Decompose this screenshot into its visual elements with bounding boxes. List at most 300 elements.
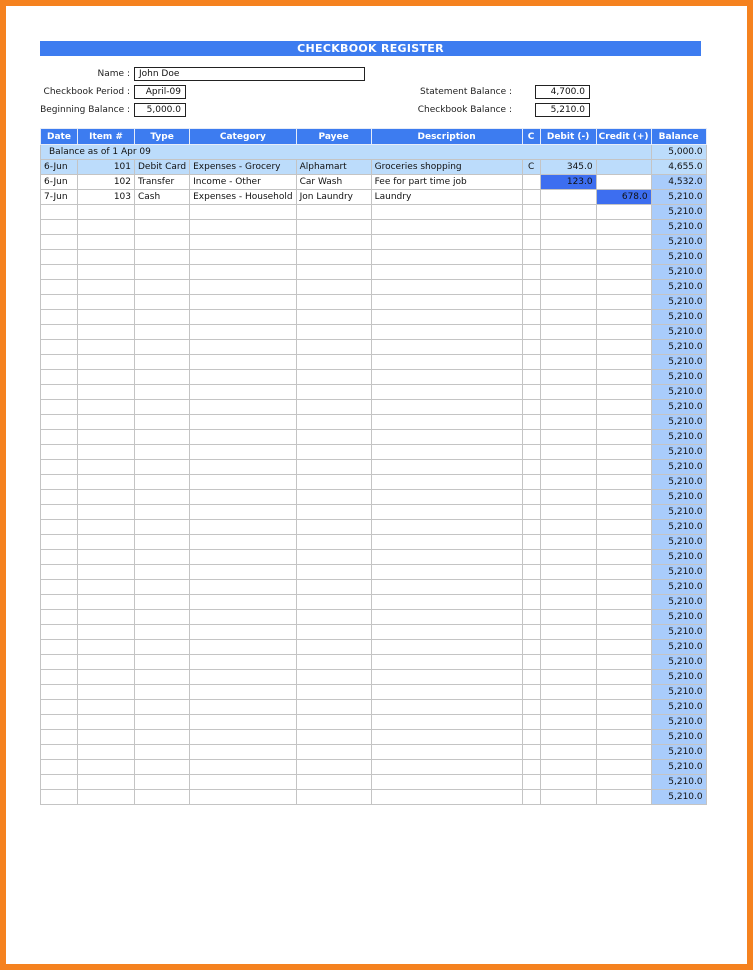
description-cell[interactable] — [371, 385, 522, 400]
credit-cell[interactable] — [596, 385, 651, 400]
category-cell[interactable] — [190, 445, 296, 460]
category-cell[interactable] — [190, 625, 296, 640]
credit-cell[interactable] — [596, 520, 651, 535]
credit-cell[interactable] — [596, 535, 651, 550]
cleared-cell[interactable] — [522, 475, 540, 490]
debit-cell[interactable] — [540, 475, 596, 490]
table-row[interactable] — [41, 190, 707, 205]
type-cell[interactable] — [135, 340, 190, 355]
credit-cell[interactable] — [596, 370, 651, 385]
payee-cell[interactable]: Alphamart — [296, 160, 371, 175]
category-cell[interactable] — [190, 280, 296, 295]
payee-cell[interactable] — [296, 400, 371, 415]
payee-cell[interactable] — [296, 415, 371, 430]
credit-cell[interactable] — [596, 235, 651, 250]
table-row[interactable] — [41, 670, 707, 685]
item-cell[interactable] — [78, 205, 135, 220]
payee-cell[interactable] — [296, 685, 371, 700]
debit-cell[interactable] — [540, 625, 596, 640]
description-cell[interactable] — [371, 670, 522, 685]
debit-cell[interactable] — [540, 295, 596, 310]
cleared-cell[interactable] — [522, 715, 540, 730]
type-cell[interactable]: Cash — [135, 190, 190, 205]
table-row[interactable] — [41, 580, 707, 595]
item-cell[interactable] — [78, 655, 135, 670]
description-cell[interactable] — [371, 580, 522, 595]
credit-cell[interactable] — [596, 715, 651, 730]
type-cell[interactable] — [135, 670, 190, 685]
item-cell[interactable] — [78, 565, 135, 580]
table-row[interactable] — [41, 160, 707, 175]
description-cell[interactable] — [371, 295, 522, 310]
credit-cell[interactable] — [596, 220, 651, 235]
item-cell[interactable] — [78, 340, 135, 355]
cleared-cell[interactable]: C — [522, 160, 540, 175]
debit-cell[interactable] — [540, 745, 596, 760]
category-cell[interactable] — [190, 415, 296, 430]
table-row[interactable] — [41, 565, 707, 580]
item-cell[interactable] — [78, 265, 135, 280]
description-cell[interactable]: Laundry — [371, 190, 522, 205]
category-cell[interactable] — [190, 250, 296, 265]
table-row[interactable] — [41, 775, 707, 790]
type-cell[interactable] — [135, 265, 190, 280]
type-cell[interactable] — [135, 205, 190, 220]
cleared-cell[interactable] — [522, 640, 540, 655]
credit-cell[interactable] — [596, 625, 651, 640]
cleared-cell[interactable] — [522, 400, 540, 415]
payee-cell[interactable] — [296, 745, 371, 760]
description-cell[interactable] — [371, 235, 522, 250]
table-row[interactable] — [41, 520, 707, 535]
type-cell[interactable] — [135, 685, 190, 700]
type-cell[interactable] — [135, 475, 190, 490]
description-cell[interactable] — [371, 520, 522, 535]
credit-cell[interactable] — [596, 340, 651, 355]
description-cell[interactable] — [371, 310, 522, 325]
description-cell[interactable] — [371, 700, 522, 715]
category-cell[interactable] — [190, 205, 296, 220]
description-cell[interactable] — [371, 250, 522, 265]
date-cell[interactable] — [41, 295, 78, 310]
cleared-cell[interactable] — [522, 235, 540, 250]
description-cell[interactable] — [371, 265, 522, 280]
description-cell[interactable] — [371, 430, 522, 445]
table-row[interactable] — [41, 610, 707, 625]
debit-cell[interactable] — [540, 655, 596, 670]
category-cell[interactable] — [190, 265, 296, 280]
category-cell[interactable] — [190, 220, 296, 235]
category-cell[interactable] — [190, 640, 296, 655]
date-cell[interactable] — [41, 460, 78, 475]
type-cell[interactable] — [135, 445, 190, 460]
category-cell[interactable] — [190, 385, 296, 400]
category-cell[interactable] — [190, 295, 296, 310]
table-row[interactable] — [41, 640, 707, 655]
description-cell[interactable] — [371, 655, 522, 670]
debit-cell[interactable] — [540, 715, 596, 730]
debit-cell[interactable] — [540, 355, 596, 370]
payee-cell[interactable] — [296, 445, 371, 460]
table-row[interactable] — [41, 265, 707, 280]
credit-cell[interactable] — [596, 595, 651, 610]
payee-cell[interactable] — [296, 295, 371, 310]
credit-cell[interactable] — [596, 655, 651, 670]
description-cell[interactable] — [371, 595, 522, 610]
debit-cell[interactable] — [540, 430, 596, 445]
description-cell[interactable] — [371, 610, 522, 625]
date-cell[interactable] — [41, 385, 78, 400]
description-cell[interactable] — [371, 505, 522, 520]
item-cell[interactable] — [78, 310, 135, 325]
item-cell[interactable] — [78, 745, 135, 760]
credit-cell[interactable] — [596, 355, 651, 370]
item-cell[interactable] — [78, 400, 135, 415]
item-cell[interactable] — [78, 550, 135, 565]
date-cell[interactable] — [41, 715, 78, 730]
date-cell[interactable] — [41, 760, 78, 775]
debit-cell[interactable] — [540, 700, 596, 715]
debit-cell[interactable] — [540, 220, 596, 235]
category-cell[interactable] — [190, 325, 296, 340]
credit-cell[interactable] — [596, 460, 651, 475]
item-cell[interactable] — [78, 430, 135, 445]
date-cell[interactable] — [41, 580, 78, 595]
date-cell[interactable] — [41, 340, 78, 355]
date-cell[interactable] — [41, 520, 78, 535]
description-cell[interactable] — [371, 220, 522, 235]
debit-cell[interactable] — [540, 385, 596, 400]
category-cell[interactable] — [190, 655, 296, 670]
date-cell[interactable] — [41, 655, 78, 670]
credit-cell[interactable] — [596, 505, 651, 520]
debit-cell[interactable] — [540, 610, 596, 625]
category-cell[interactable] — [190, 775, 296, 790]
date-cell[interactable] — [41, 355, 78, 370]
item-cell[interactable] — [78, 580, 135, 595]
credit-cell[interactable] — [596, 550, 651, 565]
description-cell[interactable] — [371, 790, 522, 805]
cleared-cell[interactable] — [522, 385, 540, 400]
table-row[interactable] — [41, 715, 707, 730]
payee-cell[interactable] — [296, 550, 371, 565]
description-cell[interactable] — [371, 340, 522, 355]
payee-cell[interactable] — [296, 790, 371, 805]
type-cell[interactable] — [135, 595, 190, 610]
type-cell[interactable] — [135, 280, 190, 295]
table-row[interactable] — [41, 175, 707, 190]
table-row[interactable] — [41, 355, 707, 370]
date-cell[interactable] — [41, 685, 78, 700]
table-row[interactable] — [41, 280, 707, 295]
date-cell[interactable] — [41, 265, 78, 280]
table-row[interactable] — [41, 595, 707, 610]
cleared-cell[interactable] — [522, 325, 540, 340]
category-cell[interactable] — [190, 370, 296, 385]
item-cell[interactable] — [78, 385, 135, 400]
item-cell[interactable] — [78, 670, 135, 685]
table-row[interactable] — [41, 745, 707, 760]
debit-cell[interactable] — [540, 595, 596, 610]
description-cell[interactable] — [371, 685, 522, 700]
item-cell[interactable] — [78, 700, 135, 715]
debit-cell[interactable] — [540, 730, 596, 745]
item-cell[interactable] — [78, 640, 135, 655]
category-cell[interactable] — [190, 460, 296, 475]
debit-cell[interactable] — [540, 415, 596, 430]
item-cell[interactable] — [78, 775, 135, 790]
type-cell[interactable] — [135, 295, 190, 310]
type-cell[interactable] — [135, 400, 190, 415]
description-cell[interactable] — [371, 475, 522, 490]
credit-cell[interactable] — [596, 790, 651, 805]
credit-cell[interactable] — [596, 700, 651, 715]
debit-cell[interactable] — [540, 550, 596, 565]
debit-cell[interactable] — [540, 265, 596, 280]
date-cell[interactable] — [41, 625, 78, 640]
debit-cell[interactable] — [540, 520, 596, 535]
payee-cell[interactable] — [296, 775, 371, 790]
cleared-cell[interactable] — [522, 445, 540, 460]
date-cell[interactable] — [41, 400, 78, 415]
payee-cell[interactable] — [296, 265, 371, 280]
date-cell[interactable] — [41, 325, 78, 340]
table-row[interactable] — [41, 385, 707, 400]
table-row[interactable] — [41, 340, 707, 355]
description-cell[interactable] — [371, 745, 522, 760]
payee-cell[interactable] — [296, 310, 371, 325]
description-cell[interactable] — [371, 640, 522, 655]
table-row[interactable] — [41, 415, 707, 430]
credit-cell[interactable] — [596, 430, 651, 445]
cleared-cell[interactable] — [522, 610, 540, 625]
table-row[interactable] — [41, 550, 707, 565]
date-cell[interactable] — [41, 250, 78, 265]
debit-cell[interactable]: 123.0 — [540, 175, 596, 190]
cleared-cell[interactable] — [522, 655, 540, 670]
description-cell[interactable] — [371, 760, 522, 775]
description-cell[interactable] — [371, 535, 522, 550]
payee-cell[interactable] — [296, 250, 371, 265]
date-cell[interactable] — [41, 490, 78, 505]
cleared-cell[interactable] — [522, 565, 540, 580]
type-cell[interactable] — [135, 565, 190, 580]
type-cell[interactable] — [135, 490, 190, 505]
item-cell[interactable] — [78, 295, 135, 310]
description-cell[interactable]: Fee for part time job — [371, 175, 522, 190]
payee-cell[interactable] — [296, 610, 371, 625]
type-cell[interactable] — [135, 610, 190, 625]
table-row[interactable] — [41, 730, 707, 745]
table-row[interactable] — [41, 220, 707, 235]
cleared-cell[interactable] — [522, 550, 540, 565]
table-row[interactable] — [41, 490, 707, 505]
item-cell[interactable] — [78, 415, 135, 430]
debit-cell[interactable] — [540, 640, 596, 655]
debit-cell[interactable] — [540, 460, 596, 475]
table-row[interactable] — [41, 700, 707, 715]
type-cell[interactable] — [135, 415, 190, 430]
credit-cell[interactable] — [596, 610, 651, 625]
payee-cell[interactable] — [296, 625, 371, 640]
category-cell[interactable] — [190, 340, 296, 355]
category-cell[interactable]: Expenses - Household — [190, 190, 296, 205]
type-cell[interactable] — [135, 760, 190, 775]
type-cell[interactable] — [135, 535, 190, 550]
date-cell[interactable] — [41, 535, 78, 550]
debit-cell[interactable] — [540, 580, 596, 595]
debit-cell[interactable] — [540, 685, 596, 700]
cleared-cell[interactable] — [522, 250, 540, 265]
table-row[interactable] — [41, 235, 707, 250]
payee-cell[interactable] — [296, 205, 371, 220]
item-cell[interactable] — [78, 475, 135, 490]
description-cell[interactable] — [371, 355, 522, 370]
date-cell[interactable] — [41, 595, 78, 610]
credit-cell[interactable] — [596, 475, 651, 490]
payee-cell[interactable] — [296, 340, 371, 355]
cleared-cell[interactable] — [522, 190, 540, 205]
payee-cell[interactable] — [296, 700, 371, 715]
cleared-cell[interactable] — [522, 580, 540, 595]
cleared-cell[interactable] — [522, 490, 540, 505]
cleared-cell[interactable] — [522, 430, 540, 445]
type-cell[interactable] — [135, 640, 190, 655]
item-cell[interactable]: 101 — [78, 160, 135, 175]
item-cell[interactable] — [78, 445, 135, 460]
debit-cell[interactable] — [540, 235, 596, 250]
cleared-cell[interactable] — [522, 730, 540, 745]
debit-cell[interactable] — [540, 505, 596, 520]
type-cell[interactable] — [135, 790, 190, 805]
category-cell[interactable] — [190, 235, 296, 250]
type-cell[interactable] — [135, 775, 190, 790]
cleared-cell[interactable] — [522, 535, 540, 550]
type-cell[interactable] — [135, 460, 190, 475]
credit-cell[interactable]: 678.0 — [596, 190, 651, 205]
cleared-cell[interactable] — [522, 340, 540, 355]
item-cell[interactable] — [78, 610, 135, 625]
description-cell[interactable] — [371, 445, 522, 460]
cleared-cell[interactable] — [522, 265, 540, 280]
category-cell[interactable] — [190, 685, 296, 700]
type-cell[interactable] — [135, 655, 190, 670]
debit-cell[interactable] — [540, 565, 596, 580]
credit-cell[interactable] — [596, 640, 651, 655]
credit-cell[interactable] — [596, 580, 651, 595]
date-cell[interactable] — [41, 505, 78, 520]
category-cell[interactable] — [190, 610, 296, 625]
cleared-cell[interactable] — [522, 280, 540, 295]
payee-cell[interactable] — [296, 640, 371, 655]
description-cell[interactable] — [371, 715, 522, 730]
date-cell[interactable] — [41, 415, 78, 430]
cleared-cell[interactable] — [522, 295, 540, 310]
item-cell[interactable] — [78, 730, 135, 745]
cleared-cell[interactable] — [522, 685, 540, 700]
description-cell[interactable] — [371, 325, 522, 340]
item-cell[interactable] — [78, 625, 135, 640]
credit-cell[interactable] — [596, 670, 651, 685]
category-cell[interactable] — [190, 355, 296, 370]
description-cell[interactable] — [371, 460, 522, 475]
type-cell[interactable] — [135, 220, 190, 235]
date-cell[interactable] — [41, 640, 78, 655]
category-cell[interactable] — [190, 670, 296, 685]
debit-cell[interactable] — [540, 670, 596, 685]
category-cell[interactable] — [190, 700, 296, 715]
payee-cell[interactable] — [296, 370, 371, 385]
category-cell[interactable] — [190, 520, 296, 535]
type-cell[interactable] — [135, 310, 190, 325]
type-cell[interactable] — [135, 625, 190, 640]
payee-cell[interactable] — [296, 760, 371, 775]
debit-cell[interactable] — [540, 205, 596, 220]
type-cell[interactable] — [135, 700, 190, 715]
payee-cell[interactable] — [296, 460, 371, 475]
date-cell[interactable] — [41, 205, 78, 220]
item-cell[interactable] — [78, 235, 135, 250]
payee-cell[interactable] — [296, 655, 371, 670]
item-cell[interactable] — [78, 520, 135, 535]
beginning-balance-field[interactable]: 5,000.0 — [134, 103, 186, 117]
category-cell[interactable]: Income - Other — [190, 175, 296, 190]
category-cell[interactable] — [190, 760, 296, 775]
credit-cell[interactable] — [596, 325, 651, 340]
category-cell[interactable]: Expenses - Grocery — [190, 160, 296, 175]
type-cell[interactable] — [135, 580, 190, 595]
category-cell[interactable] — [190, 580, 296, 595]
debit-cell[interactable] — [540, 190, 596, 205]
table-row[interactable] — [41, 460, 707, 475]
table-row[interactable] — [41, 250, 707, 265]
date-cell[interactable] — [41, 550, 78, 565]
description-cell[interactable] — [371, 370, 522, 385]
type-cell[interactable] — [135, 730, 190, 745]
description-cell[interactable] — [371, 280, 522, 295]
category-cell[interactable] — [190, 505, 296, 520]
payee-cell[interactable] — [296, 235, 371, 250]
type-cell[interactable]: Transfer — [135, 175, 190, 190]
debit-cell[interactable] — [540, 775, 596, 790]
payee-cell[interactable] — [296, 220, 371, 235]
type-cell[interactable] — [135, 520, 190, 535]
credit-cell[interactable] — [596, 745, 651, 760]
credit-cell[interactable] — [596, 490, 651, 505]
debit-cell[interactable] — [540, 760, 596, 775]
cleared-cell[interactable] — [522, 505, 540, 520]
type-cell[interactable] — [135, 370, 190, 385]
checkbook-period-field[interactable]: April-09 — [134, 85, 186, 99]
payee-cell[interactable]: Car Wash — [296, 175, 371, 190]
category-cell[interactable] — [190, 790, 296, 805]
cleared-cell[interactable] — [522, 670, 540, 685]
item-cell[interactable] — [78, 790, 135, 805]
item-cell[interactable]: 103 — [78, 190, 135, 205]
description-cell[interactable] — [371, 400, 522, 415]
date-cell[interactable] — [41, 745, 78, 760]
item-cell[interactable] — [78, 220, 135, 235]
credit-cell[interactable] — [596, 685, 651, 700]
item-cell[interactable] — [78, 460, 135, 475]
category-cell[interactable] — [190, 565, 296, 580]
cleared-cell[interactable] — [522, 370, 540, 385]
description-cell[interactable] — [371, 730, 522, 745]
table-row[interactable] — [41, 370, 707, 385]
description-cell[interactable] — [371, 205, 522, 220]
description-cell[interactable] — [371, 565, 522, 580]
date-cell[interactable]: 6-Jun — [41, 160, 78, 175]
